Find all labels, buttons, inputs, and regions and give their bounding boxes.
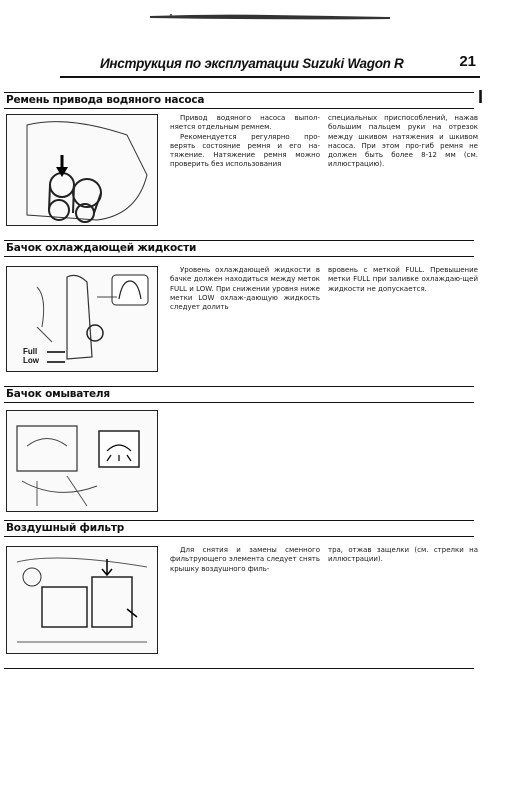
edge-tab-marker: I <box>478 87 484 107</box>
paragraph: Уровень охлаждающей жидкости в бачке должен находиться между меток FULL и LOW. При снижении уровня ниже метки LOW охлаж-дающую жидкость следует долить <box>170 266 320 312</box>
section-rule <box>4 108 474 109</box>
scan-artifact <box>150 8 390 20</box>
section-rule <box>4 92 474 93</box>
figure-water-pump-belt <box>6 114 158 226</box>
paragraph: вровень с меткой FULL. Превышение метки FULL при заливке охлаждаю-щей жидкости не допускается. <box>328 266 478 293</box>
section-rule <box>4 240 474 241</box>
air-filter-drawing <box>7 547 157 653</box>
figure-washer-reservoir <box>6 410 158 512</box>
paragraph: Рекомендуется регулярно про-верять состояние ремня и его на-тяжение. Натяжение ремня можно проверить без использования <box>170 132 320 169</box>
text-column-2 <box>328 266 478 294</box>
page-header <box>60 52 480 78</box>
washer-drawing <box>7 411 157 511</box>
section-rule <box>4 536 474 537</box>
full-level-label: Full <box>23 347 38 356</box>
page-title: Инструкция по эксплуатации Suzuki Wagon R <box>100 56 404 71</box>
text-column-1 <box>170 114 320 170</box>
section-rule <box>4 520 474 521</box>
section-title-air-filter: Воздушный фильтр <box>6 522 125 534</box>
section-rule <box>4 386 474 387</box>
bottom-rule <box>4 668 474 669</box>
paragraph: Для снятия и замены сменного фильтрующего элемента следует снять крышку воздушного филь- <box>170 546 320 573</box>
figure-air-filter <box>6 546 158 654</box>
text-column-2 <box>328 546 478 565</box>
section-title-washer-reservoir: Бачок омывателя <box>6 388 110 400</box>
text-column-1 <box>170 546 320 574</box>
paragraph: тра, отжав защелки (см. стрелки на иллюстрации). <box>328 546 478 564</box>
paragraph: Привод водяного насоса выпол-няется отдельным ремнем. <box>170 114 320 132</box>
section-rule <box>4 402 474 403</box>
text-column-2 <box>328 114 478 170</box>
section-title-water-pump-belt: Ремень привода водяного насоса <box>6 94 205 106</box>
page-number: 21 <box>459 53 476 70</box>
low-level-label: Low <box>23 356 39 365</box>
paragraph: специальных приспособлений, нажав большим пальцем руки на отрезок между шкивом натяжения и шкивом насоса. При этом про-гиб ремня не должен быть более 8-12 мм (см. иллюстрацию). <box>328 114 478 169</box>
text-column-1 <box>170 266 320 312</box>
belt-drawing <box>7 115 157 225</box>
figure-coolant-reservoir <box>6 266 158 372</box>
section-rule <box>4 256 474 257</box>
section-title-coolant-reservoir: Бачок охлаждающей жидкости <box>6 242 197 254</box>
